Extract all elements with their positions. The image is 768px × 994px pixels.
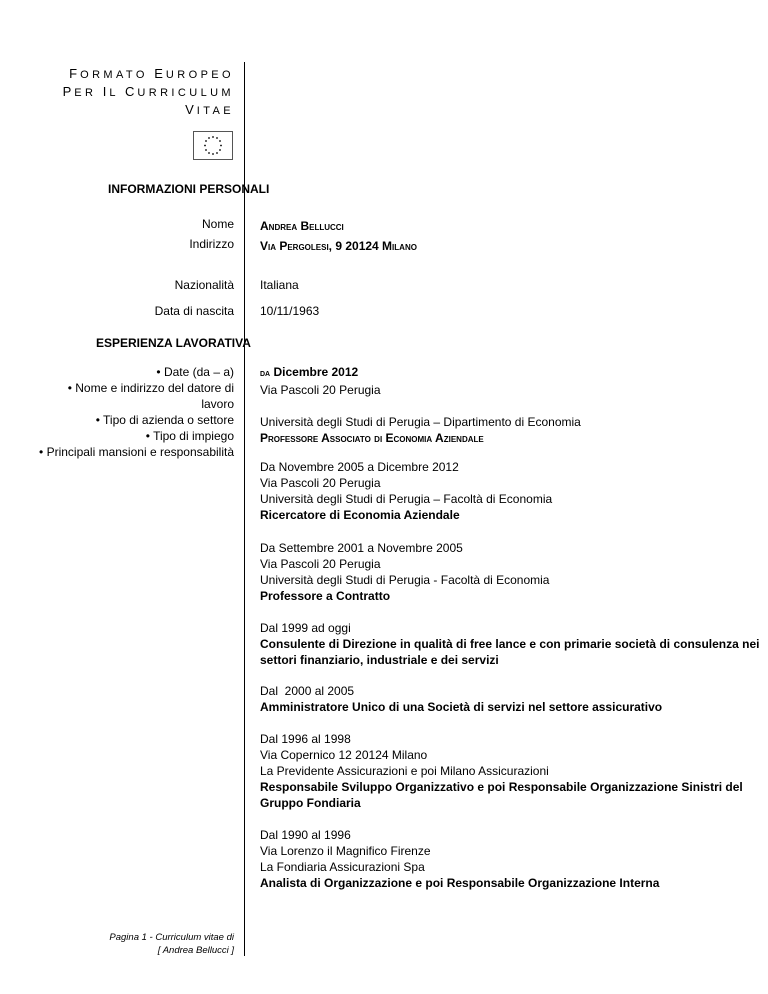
experience-entry-4	[260, 620, 759, 668]
label-employer: • Nome e indirizzo del datore di	[67, 381, 234, 395]
employer-name: Università degli Studi di Perugia - Facoltà di Economia	[260, 573, 550, 587]
job-role: Analista di Organizzazione e poi Responsabile Organizzazione Interna	[260, 876, 660, 890]
address-label: Indirizzo	[189, 237, 234, 251]
job-role-line-2: settori finanziario, industriale e dei servizi	[260, 653, 499, 667]
employer-address: Via Pascoli 20 Perugia	[260, 557, 381, 571]
cv-title-line-1: FORMATO EUROPEO	[69, 66, 234, 81]
birth-value: 10/11/1963	[260, 304, 320, 318]
birth-label: Data di nascita	[154, 304, 234, 318]
employer-address: Via Pascoli 20 Perugia	[260, 476, 381, 490]
period: Da Settembre 2001 a Novembre 2005	[260, 541, 463, 555]
experience-entry-3	[260, 540, 549, 604]
footer-name: [ Andrea Bellucci ]	[157, 945, 234, 956]
job-role-line-1: Responsabile Sviluppo Organizzativo e poi Responsabile Organizzazione Sinistri del	[260, 780, 743, 794]
page-footer	[109, 931, 234, 957]
period: Dal 1999 ad oggi	[260, 621, 351, 635]
label-job-type: • Tipo di impiego	[145, 429, 234, 443]
spacer	[260, 398, 581, 414]
employer-address: Via Copernico 12 20124 Milano	[260, 748, 428, 762]
section-title-personal: INFORMAZIONI PERSONALI	[108, 182, 270, 196]
employer-name: La Fondiaria Assicurazioni Spa	[260, 860, 425, 874]
eu-flag-icon	[193, 131, 233, 160]
period: Da Novembre 2005 a Dicembre 2012	[260, 460, 459, 474]
experience-labels	[34, 364, 234, 460]
name-value: Andrea Bellucci	[260, 219, 344, 233]
job-role-line-1: Consulente di Direzione in qualità di free lance e con primarie società di consulenza nei	[260, 637, 760, 651]
cv-title-line-2: PER IL CURRICULUM	[62, 84, 234, 99]
nationality-label: Nazionalità	[174, 278, 234, 292]
experience-entry-5	[260, 683, 662, 715]
employer-name: La Previdente Assicurazioni e poi Milano Assicurazioni	[260, 764, 549, 778]
employer-name: Università degli Studi di Perugia – Facoltà di Economia	[260, 492, 553, 506]
period: Dicembre 2012	[273, 365, 359, 379]
period-prefix: da	[260, 368, 271, 379]
employer-address: Via Pascoli 20 Perugia	[260, 383, 381, 397]
label-dates: • Date (da – a)	[156, 365, 234, 379]
experience-entry-7	[260, 827, 659, 891]
period: Dal 1996 al 1998	[260, 732, 351, 746]
experience-entry-1	[260, 364, 581, 446]
name-label: Nome	[201, 217, 234, 231]
job-role: Ricercatore di Economia Aziendale	[260, 508, 460, 522]
label-sector: • Tipo di azienda o settore	[95, 413, 234, 427]
period: Dal 2000 al 2005	[260, 684, 355, 698]
job-role: Amministratore Unico di una Società di servizi nel settore assicurativo	[260, 700, 663, 714]
employer-address: Via Lorenzo il Magnifico Firenze	[260, 844, 431, 858]
column-divider	[244, 62, 245, 956]
footer-page-info: Pagina 1 - Curriculum vitae di	[109, 932, 234, 943]
experience-entry-2	[260, 459, 552, 523]
job-role-line-2: Gruppo Fondiaria	[260, 796, 361, 810]
job-role: Professore Associato di Economia Aziendale	[260, 431, 484, 445]
section-title-experience: ESPERIENZA LAVORATIVA	[96, 336, 251, 350]
employer-name: Università degli Studi di Perugia – Dipartimento di Economia	[260, 415, 581, 429]
period: Dal 1990 al 1996	[260, 828, 351, 842]
label-employer-cont: lavoro	[201, 397, 234, 411]
nationality-value: Italiana	[260, 278, 299, 292]
experience-entry-6	[260, 731, 743, 811]
address-value: Via Pergolesi, 9 20124 Milano	[260, 239, 417, 253]
cv-title-line-3: VITAE	[185, 102, 234, 117]
label-responsibilities: • Principali mansioni e responsabilità	[39, 445, 234, 459]
job-role: Professore a Contratto	[260, 589, 391, 603]
